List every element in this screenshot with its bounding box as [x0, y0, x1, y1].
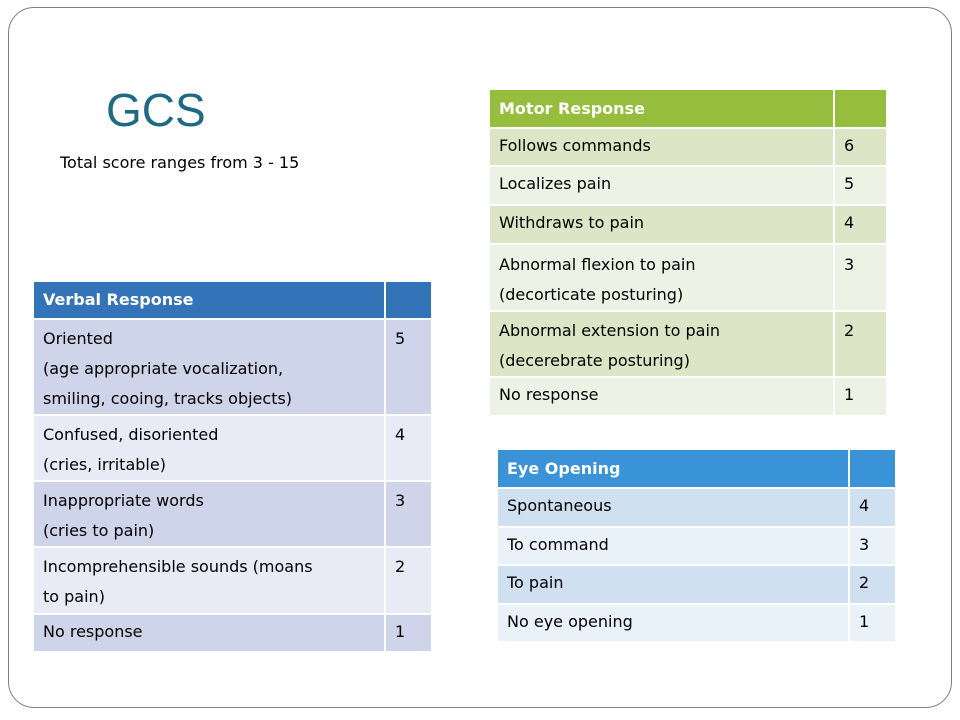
motor-response-table — [488, 88, 888, 417]
row-label: To command — [497, 527, 849, 565]
row-score: 4 — [849, 488, 896, 527]
motor-header-score — [834, 89, 887, 128]
row-score: 1 — [834, 377, 887, 416]
row-label-detail: (cries, irritable) — [43, 455, 166, 474]
row-label — [33, 481, 385, 547]
eye-header-score — [849, 449, 896, 488]
slide-title: GCS — [106, 84, 206, 136]
row-score: 1 — [385, 614, 432, 652]
row-label: Spontaneous — [497, 488, 849, 527]
row-label-main: Inappropriate words — [43, 491, 204, 510]
table-header-row — [489, 89, 887, 128]
table-row — [33, 415, 432, 481]
motor-header: Motor Response — [489, 89, 834, 128]
table-row — [489, 311, 887, 377]
row-score: 5 — [385, 319, 432, 415]
table-row — [489, 244, 887, 311]
table-row — [497, 488, 896, 527]
row-label-main: Oriented — [43, 329, 113, 348]
row-score: 2 — [834, 311, 887, 377]
eye-opening-table — [496, 448, 897, 643]
row-label — [489, 311, 834, 377]
row-score: 1 — [849, 604, 896, 642]
row-label-detail: (age appropriate vocalization, — [43, 359, 284, 378]
row-label: To pain — [497, 565, 849, 604]
eye-header: Eye Opening — [497, 449, 849, 488]
row-label — [33, 547, 385, 614]
table-row — [33, 481, 432, 547]
row-label: No eye opening — [497, 604, 849, 642]
row-label-detail: (cries to pain) — [43, 521, 155, 540]
row-label: No response — [489, 377, 834, 416]
row-score: 6 — [834, 128, 887, 166]
table-row — [33, 547, 432, 614]
row-label-main: Abnormal extension to pain — [499, 321, 721, 340]
row-label — [489, 244, 834, 311]
row-score: 4 — [385, 415, 432, 481]
row-score: 3 — [834, 244, 887, 311]
table-row — [497, 604, 896, 642]
row-label-detail: (decorticate posturing) — [499, 285, 684, 304]
table-row — [33, 319, 432, 415]
row-label-main: Confused, disoriented — [43, 425, 219, 444]
table-header-row — [497, 449, 896, 488]
verbal-header-score — [385, 281, 432, 319]
row-label: Follows commands — [489, 128, 834, 166]
table-row — [497, 527, 896, 565]
row-label: No response — [33, 614, 385, 652]
row-score: 2 — [849, 565, 896, 604]
score-range-note: Total score ranges from 3 - 15 — [60, 153, 300, 172]
row-label — [33, 415, 385, 481]
table-row — [489, 205, 887, 244]
row-score: 5 — [834, 166, 887, 205]
table-row — [497, 565, 896, 604]
row-label-main: Incomprehensible sounds (moans — [43, 557, 313, 576]
row-label: Withdraws to pain — [489, 205, 834, 244]
row-score: 3 — [849, 527, 896, 565]
row-label-main: Abnormal flexion to pain — [499, 255, 696, 274]
row-label — [33, 319, 385, 415]
row-score: 4 — [834, 205, 887, 244]
row-label-detail: (decerebrate posturing) — [499, 351, 690, 370]
table-header-row — [33, 281, 432, 319]
table-row — [33, 614, 432, 652]
verbal-response-table — [32, 280, 433, 653]
row-label-detail: to pain) — [43, 587, 105, 606]
table-row — [489, 128, 887, 166]
table-row — [489, 166, 887, 205]
verbal-header: Verbal Response — [33, 281, 385, 319]
row-score: 2 — [385, 547, 432, 614]
row-label-detail: smiling, cooing, tracks objects) — [43, 389, 293, 408]
table-row — [489, 377, 887, 416]
row-score: 3 — [385, 481, 432, 547]
row-label: Localizes pain — [489, 166, 834, 205]
